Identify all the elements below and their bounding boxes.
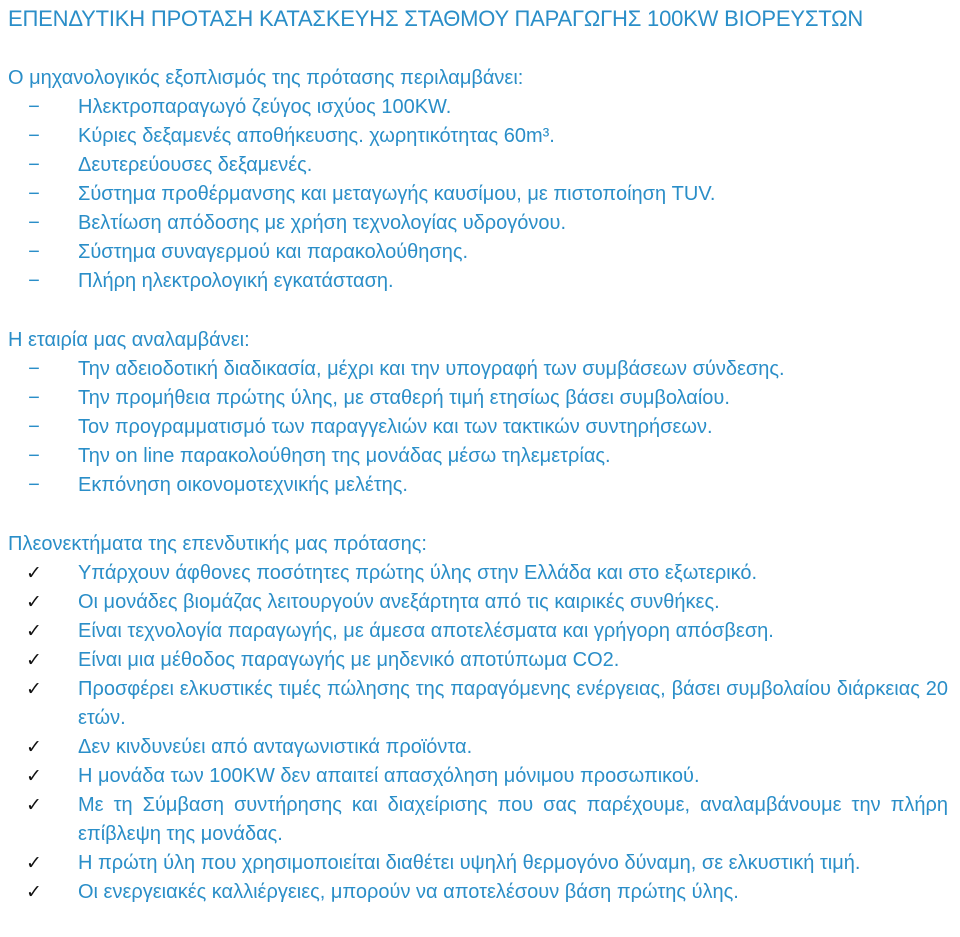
list-item: [8, 733, 952, 762]
dash-bullet: −: [28, 241, 40, 263]
list-item: [8, 646, 952, 675]
checkmark-icon: ✓: [26, 852, 42, 874]
list-item: [8, 791, 952, 849]
list-item: [8, 471, 952, 500]
list-item-text: Κύριες δεξαμενές αποθήκευσης. χωρητικότητας 60m³.: [78, 125, 555, 147]
list-item: [8, 849, 952, 878]
list-item: [8, 180, 952, 209]
dash-bullet: −: [28, 154, 40, 176]
equipment-heading: Ο μηχανολογικός εξοπλισμός της πρότασης περιλαμβάνει:: [8, 67, 524, 89]
list-item: [8, 413, 952, 442]
list-item-text: Σύστημα προθέρμανσης και μεταγωγής καυσίμου, με πιστοποίηση TUV.: [78, 183, 716, 205]
dash-bullet: −: [28, 358, 40, 380]
list-item-text: Οι ενεργειακές καλλιέργειες, μπορούν να αποτελέσουν βάση πρώτης ύλης.: [78, 881, 739, 903]
list-item: [8, 675, 952, 733]
list-item-text: Οι μονάδες βιομάζας λειτουργούν ανεξάρτητα από τις καιρικές συνθήκες.: [78, 591, 720, 613]
list-item-text: Δευτερεύουσες δεξαμενές.: [78, 154, 313, 176]
checkmark-icon: ✓: [26, 736, 42, 758]
list-item: [8, 93, 952, 122]
dash-bullet: −: [28, 96, 40, 118]
list-item-text: Είναι μια μέθοδος παραγωγής με μηδενικό αποτύπωμα CO2.: [78, 649, 620, 671]
services-heading: Η εταιρία μας αναλαμβάνει:: [8, 329, 250, 351]
advantages-list: [8, 559, 952, 907]
list-item-text: Ηλεκτροπαραγωγό ζεύγος ισχύος 100KW.: [78, 96, 452, 118]
equipment-section: [8, 64, 952, 296]
list-item: [8, 559, 952, 588]
dash-bullet: −: [28, 183, 40, 205]
list-item: [8, 762, 952, 791]
document-page: [8, 0, 952, 907]
list-item: [8, 209, 952, 238]
list-item-text: Τον προγραμματισμό των παραγγελιών και των τακτικών συντηρήσεων.: [78, 416, 713, 438]
list-item: [8, 238, 952, 267]
services-list: [8, 355, 952, 500]
checkmark-icon: ✓: [26, 765, 42, 787]
list-item-text: Την αδειοδοτική διαδικασία, μέχρι και την υπογραφή των συμβάσεων σύνδεσης.: [78, 358, 785, 380]
list-item: [8, 267, 952, 296]
checkmark-icon: ✓: [26, 649, 42, 671]
list-item-text: Είναι τεχνολογία παραγωγής, με άμεσα αποτελέσματα και γρήγορη απόσβεση.: [78, 620, 774, 642]
checkmark-icon: ✓: [26, 562, 42, 584]
dash-bullet: −: [28, 387, 40, 409]
list-item-text: Υπάρχουν άφθονες ποσότητες πρώτης ύλης στην Ελλάδα και στο εξωτερικό.: [78, 562, 758, 584]
list-item-text: Την on line παρακολούθηση της μονάδας μέσω τηλεμετρίας.: [78, 445, 611, 467]
services-section: [8, 326, 952, 500]
advantages-section: [8, 530, 952, 907]
list-item-text: Βελτίωση απόδοσης με χρήση τεχνολογίας υδρογόνου.: [78, 212, 567, 234]
document-title: ΕΠΕΝΔΥΤΙΚΗ ΠΡΟΤΑΣΗ ΚΑΤΑΣΚΕΥΗΣ ΣΤΑΘΜΟΥ ΠΑΡΑΓΩΓΗΣ 100KW ΒΙΟΡΕΥΣΤΩΝ: [8, 6, 864, 31]
checkmark-icon: ✓: [26, 881, 42, 903]
list-item-text: Η πρώτη ύλη που χρησιμοποιείται διαθέτει υψηλή θερμογόνο δύναμη, σε ελκυστική τιμή.: [78, 852, 861, 874]
list-item-text: Προσφέρει ελκυστικές τιμές πώλησης της παραγόμενης ενέργειας, βάσει συμβολαίου διάρκειας 20 ετών.: [78, 678, 948, 729]
list-item-text: Την προμήθεια πρώτης ύλης, με σταθερή τιμή ετησίως βάσει συμβολαίου.: [78, 387, 730, 409]
dash-bullet: −: [28, 474, 40, 496]
list-item: [8, 617, 952, 646]
list-item: [8, 878, 952, 907]
list-item-text: Σύστημα συναγερμού και παρακολούθησης.: [78, 241, 469, 263]
checkmark-icon: ✓: [26, 678, 42, 700]
list-item: [8, 122, 952, 151]
list-item: [8, 442, 952, 471]
list-item-text: Πλήρη ηλεκτρολογική εγκατάσταση.: [78, 270, 394, 292]
list-item: [8, 588, 952, 617]
list-item: [8, 384, 952, 413]
dash-bullet: −: [28, 270, 40, 292]
list-item-text: Δεν κινδυνεύει από ανταγωνιστικά προϊόντα.: [78, 736, 473, 758]
checkmark-icon: ✓: [26, 620, 42, 642]
checkmark-icon: ✓: [26, 794, 42, 816]
list-item: [8, 151, 952, 180]
dash-bullet: −: [28, 125, 40, 147]
dash-bullet: −: [28, 416, 40, 438]
list-item-text: Εκπόνηση οικονομοτεχνικής μελέτης.: [78, 474, 408, 496]
list-item-text: Η μονάδα των 100KW δεν απαιτεί απασχόληση μόνιμου προσωπικού.: [78, 765, 700, 787]
dash-bullet: −: [28, 445, 40, 467]
list-item: [8, 355, 952, 384]
equipment-list: [8, 93, 952, 296]
advantages-heading: Πλεονεκτήματα της επενδυτικής μας πρότασης:: [8, 533, 427, 555]
checkmark-icon: ✓: [26, 591, 42, 613]
dash-bullet: −: [28, 212, 40, 234]
list-item-text: Με τη Σύμβαση συντήρησης και διαχείρισης που σας παρέχουμε, αναλαμβάνουμε την πλήρη επίβλεψη της μονάδας.: [78, 794, 948, 845]
